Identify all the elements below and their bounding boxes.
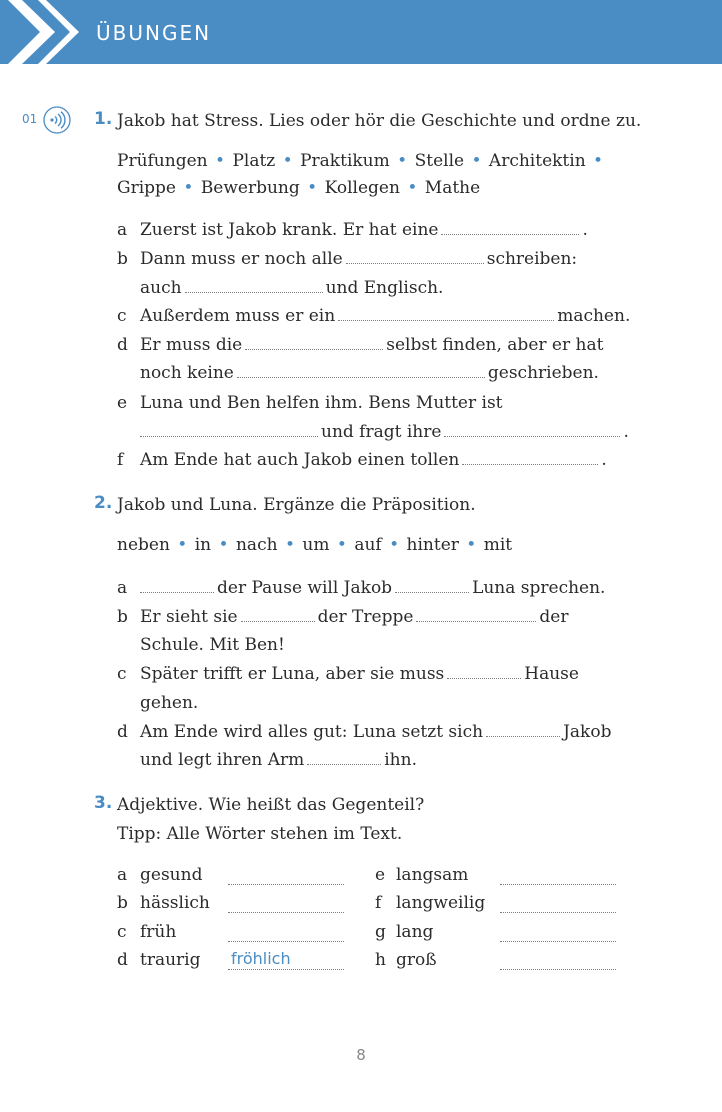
word-box-item: Architektin (488, 151, 586, 171)
answer-blank[interactable] (228, 920, 344, 942)
exercise-1-number: 1. (94, 109, 113, 129)
adjective-word: traurig (140, 950, 201, 970)
adjective-word: gesund (140, 865, 203, 885)
answer-blank[interactable] (241, 604, 315, 622)
word-box-item: Platz (232, 151, 276, 171)
item-letter: b (117, 607, 128, 627)
word-box-item: hinter (406, 535, 459, 555)
answer-blank[interactable] (228, 863, 344, 885)
exercise-2-item-c: Später trifft er Luna, aber sie muss Hause (140, 660, 579, 688)
answer-blank[interactable] (185, 275, 323, 293)
item-letter: b (117, 893, 128, 913)
item-letter: c (117, 664, 127, 684)
answer-blank[interactable] (346, 246, 484, 264)
word-box-item: Praktikum (300, 151, 390, 171)
exercise-2-item-b: Er sieht sie der Treppe der (140, 603, 568, 631)
word-box-1-line-2: Grippe • Bewerbung • Kollegen • Mathe (117, 178, 481, 198)
exercise-1-title: Jakob hat Stress. Lies oder hör die Geschichte und ordne zu. (117, 111, 642, 131)
item-letter: a (117, 865, 128, 885)
answer-blank[interactable] (338, 303, 554, 321)
word-box-1-line-1: Prüfungen • Platz • Praktikum • Stelle • Architektin • (117, 151, 604, 171)
exercise-1-item-a: Zuerst ist Jakob krank. Er hat eine . (140, 216, 588, 244)
item-letter: e (375, 865, 386, 885)
item-letter: c (117, 922, 127, 942)
audio-track-number: 01 (22, 112, 38, 126)
answer-blank[interactable] (140, 419, 318, 437)
answer-blank[interactable] (462, 447, 598, 465)
word-box-item: um (302, 535, 330, 555)
word-box-item: in (194, 535, 212, 555)
word-box-item: mit (483, 535, 513, 555)
word-box-item: Kollegen (324, 178, 400, 198)
adjective-word: früh (140, 922, 177, 942)
item-letter: d (117, 335, 128, 355)
exercise-3-number: 3. (94, 793, 113, 813)
answer-blank[interactable] (500, 948, 616, 970)
answer-blank[interactable] (441, 217, 579, 235)
answer-blank[interactable] (500, 863, 616, 885)
answer-blank[interactable] (140, 575, 214, 593)
exercise-3-title: Adjektive. Wie heißt das Gegenteil? (117, 795, 425, 815)
exercise-2-item-c-cont: gehen. (140, 693, 199, 713)
item-letter: d (117, 950, 128, 970)
answer-blank[interactable] (500, 920, 616, 942)
adjective-word: langweilig (396, 893, 486, 913)
exercise-2-number: 2. (94, 493, 113, 513)
item-letter: a (117, 220, 128, 240)
word-box-item: nach (235, 535, 278, 555)
answer-blank[interactable] (228, 891, 344, 913)
exercise-1-item-b-cont: auch und Englisch. (140, 274, 443, 302)
audio-wave-icon[interactable] (43, 106, 71, 134)
answer-blank[interactable] (245, 332, 383, 350)
item-letter: d (117, 722, 128, 742)
word-box-item: Stelle (414, 151, 465, 171)
answer-blank[interactable] (444, 419, 620, 437)
exercise-1-item-d-cont: noch keine geschrieben. (140, 359, 599, 387)
item-letter: g (375, 922, 386, 942)
word-box-item: Mathe (424, 178, 481, 198)
exercise-1-item-f: Am Ende hat auch Jakob einen tollen . (140, 446, 607, 474)
answer-blank[interactable] (486, 719, 560, 737)
answer-blank[interactable] (500, 891, 616, 913)
word-box-item: Bewerbung (200, 178, 300, 198)
exercise-1-item-c: Außerdem muss er ein machen. (140, 302, 630, 330)
adjective-word: lang (396, 922, 434, 942)
exercise-1-item-e-cont: und fragt ihre . (137, 418, 629, 446)
item-letter: f (117, 450, 124, 470)
item-letter: e (117, 393, 128, 413)
item-letter: f (375, 893, 382, 913)
exercise-2-item-b-cont: Schule. Mit Ben! (140, 635, 285, 655)
exercise-2-item-a: der Pause will Jakob Luna sprechen. (137, 574, 605, 602)
answer-blank[interactable] (416, 604, 536, 622)
word-box-item: neben (117, 535, 170, 555)
item-letter: a (117, 578, 128, 598)
answer-blank[interactable] (395, 575, 469, 593)
adjective-word: hässlich (140, 893, 210, 913)
exercise-1-item-e: Luna und Ben helfen ihm. Bens Mutter ist (140, 393, 503, 413)
adjective-word: langsam (396, 865, 469, 885)
answer-blank[interactable] (237, 360, 485, 378)
item-letter: h (375, 950, 386, 970)
exercise-1-item-b: Dann muss er noch alle schreiben: (140, 245, 577, 273)
exercise-2-title: Jakob und Luna. Ergänze die Präposition. (117, 495, 476, 515)
filled-answer[interactable]: fröhlich (228, 948, 344, 970)
exercise-1-item-d: Er muss die selbst finden, aber er hat (140, 331, 603, 359)
exercise-3-tip: Tipp: Alle Wörter stehen im Text. (117, 824, 403, 844)
word-box-2: neben • in • nach • um • auf • hinter • mit (117, 535, 513, 555)
answer-blank[interactable] (447, 661, 521, 679)
page-title: ÜBUNGEN (96, 21, 212, 45)
word-box-item: auf (354, 535, 382, 555)
page-number: 8 (356, 1046, 366, 1064)
exercise-2-item-d-cont: und legt ihren Arm ihn. (140, 746, 417, 774)
word-box-item: Prüfungen (117, 151, 208, 171)
adjective-word: groß (396, 950, 437, 970)
exercise-2-item-d: Am Ende wird alles gut: Luna setzt sich Jakob (140, 718, 611, 746)
answer-blank[interactable] (307, 747, 381, 765)
item-letter: c (117, 306, 127, 326)
item-letter: b (117, 249, 128, 269)
word-box-item: Grippe (117, 178, 176, 198)
